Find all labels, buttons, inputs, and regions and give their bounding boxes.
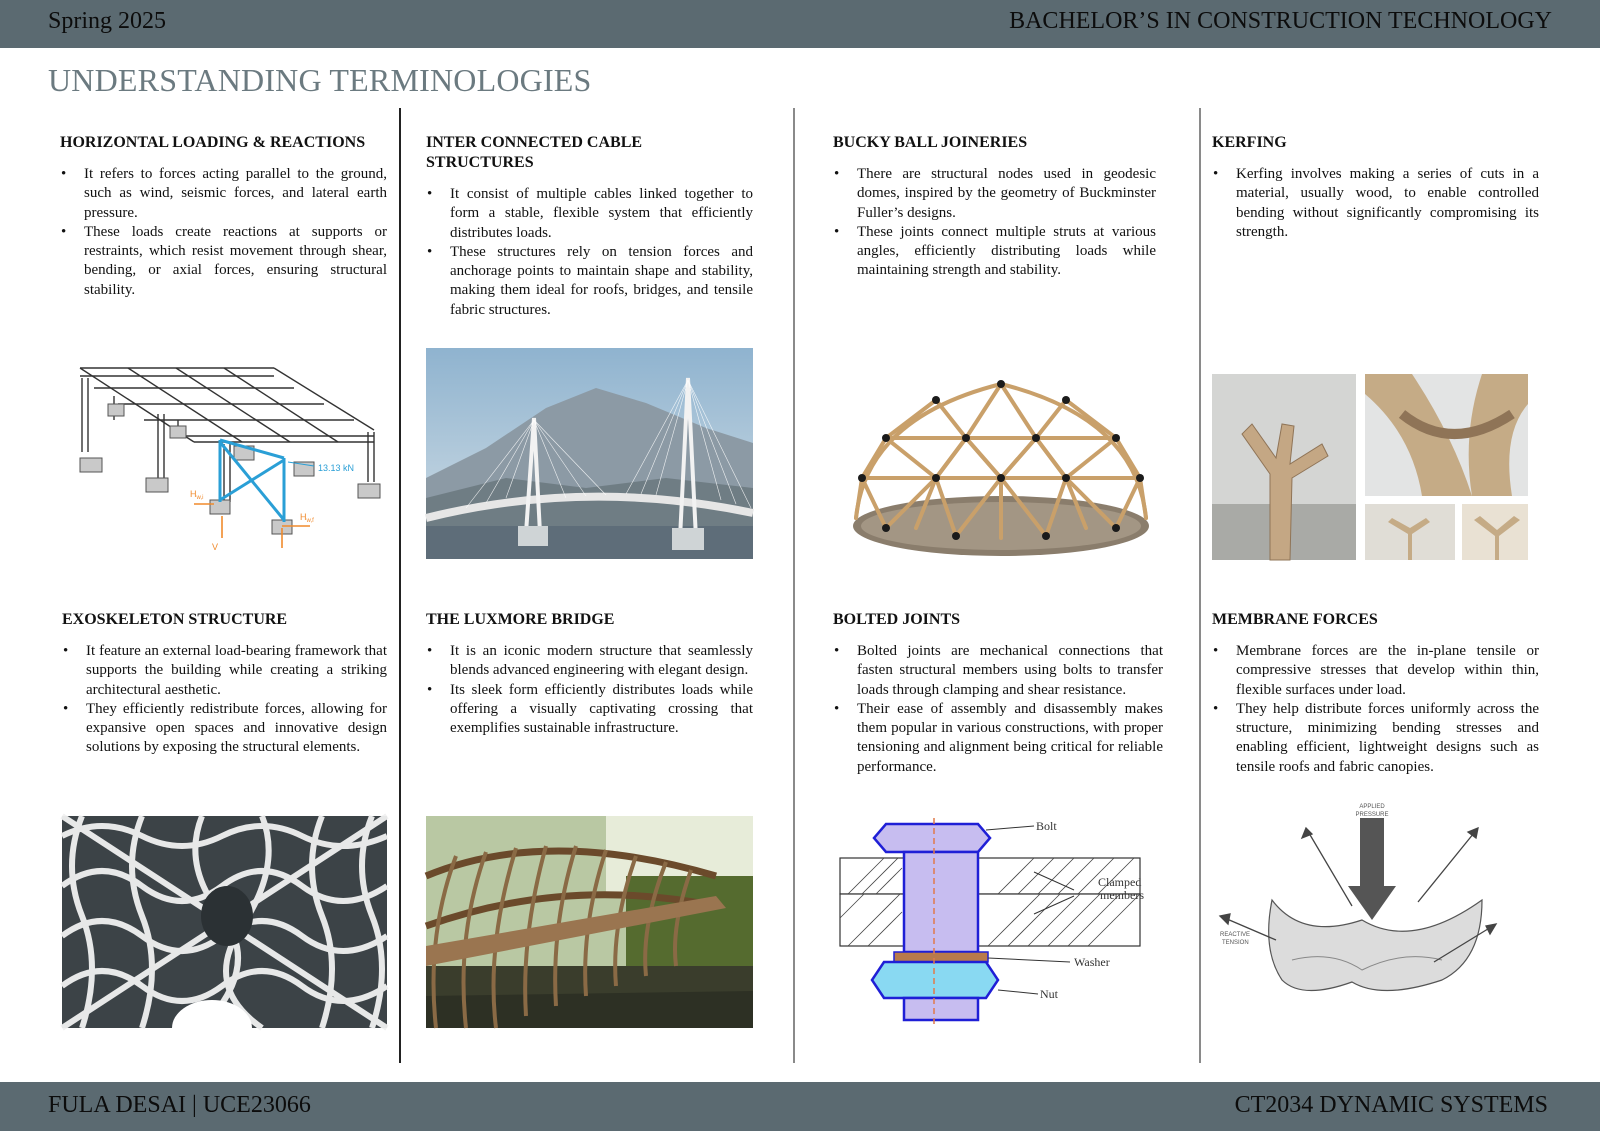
bullet-item: • Its sleek form efficiently distributes loads while offering a visually captivating crossing that exemplifies sustainable infrastructure. [426,681,753,739]
cable-bridge-photo [426,348,753,559]
reaction-h-subscript: w,i [196,495,204,501]
bullet-item: • They help distribute forces uniformly across the structure, minimizing bending stresses and enabling efficient, lightweight designs such as tensile roofs and fabric canopies. [1212,700,1539,777]
section-kerfing [1212,133,1539,242]
section-bolted-joints [833,610,1163,777]
section-title: HORIZONTAL LOADING & REACTIONS [60,134,366,151]
bullet-list [833,165,1156,281]
bullet-list [1212,642,1539,777]
section-membrane-forces [1212,610,1539,777]
svg-text:Hw,f [300,512,314,524]
svg-text:Hw,i [190,489,204,501]
section-luxmore-bridge [426,610,753,738]
column-divider-1 [399,108,401,1063]
section-title: BUCKY BALL JOINERIES [833,134,1028,151]
force-label: 13.13 kN [318,463,355,473]
course-label: CT2034 DYNAMIC SYSTEMS [1234,1092,1548,1118]
bullet-list [426,642,753,738]
tension-label-1: REACTIVE [1220,932,1251,938]
luxmore-bridge-photo [426,816,753,1028]
bullet-item: • These structures rely on tension forces and anchorage points to maintain shape and stability, making them ideal for roofs, bridges, and tensile fabric structures. [426,243,753,320]
bullet-item: • These joints connect multiple struts at various angles, efficiently distributing loads while maintaining strength and stability. [833,223,1156,281]
nut-label: Nut [1040,987,1058,1001]
page-title: UNDERSTANDING TERMINOLOGIES [48,62,592,98]
bullet-item: • These loads create reactions at supports or restraints, which resist movement through shear, bending, or axial forces, ensuring structural stability. [60,223,387,300]
members-label: members [1100,888,1144,902]
section-horizontal-loading [60,133,387,300]
geodesic-dome-photo [846,378,1156,560]
bullet-item: • It consist of multiple cables linked together to form a stable, flexible system that efficiently distributes loads. [426,185,753,243]
membrane-forces-diagram [1212,804,1536,1010]
bullet-list [60,165,387,300]
bullet-item: • It feature an external load-bearing framework that supports the building while creating a striking architectural aesthetic. [62,642,387,700]
footer-bar [0,1082,1600,1131]
bolted-joint-diagram [838,818,1164,1028]
section-title: KERFING [1212,134,1287,151]
bullet-list [62,642,387,758]
section-cable-structures [426,133,753,320]
pressure-label-1: APPLIED [1359,804,1385,810]
bullet-list [833,642,1163,777]
bullet-list [426,185,753,320]
section-title: MEMBRANE FORCES [1212,611,1378,628]
bullet-list [1212,165,1539,242]
reaction-h-subscript: w,f [306,518,314,524]
bullet-item: • It refers to forces acting parallel to the ground, such as wind, seismic forces, and lateral earth pressure. [60,165,387,223]
section-exoskeleton [62,610,387,758]
section-title: EXOSKELETON STRUCTURE [62,611,288,628]
tension-label-2: TENSION [1222,940,1249,946]
bullet-item: • Kerfing involves making a series of cuts in a material, usually wood, to enable controlled bending without significantly compromising its strength. [1212,165,1539,242]
section-title: INTER CONNECTED CABLE STRUCTURES [426,134,643,171]
reaction-v-label: V [212,542,219,552]
bullet-item: • It is an iconic modern structure that seamlessly blends advanced engineering with elegant design. [426,642,753,681]
semester-label: Spring 2025 [48,8,167,34]
clamped-label: Clamped [1098,875,1142,889]
author-label: FULA DESAI | UCE23066 [48,1092,311,1118]
bullet-item: • They efficiently redistribute forces, allowing for expansive open spaces and innovative design solutions by exposing the structural elements. [62,700,387,758]
program-title: BACHELOR’S IN CONSTRUCTION TECHNOLOGY [1009,8,1552,34]
bullet-item: • Their ease of assembly and disassembly makes them popular in various constructions, with proper tensioning and alignment being critical for reliable performance. [833,700,1163,777]
reaction-h-label: H [190,489,197,499]
section-bucky-ball [833,133,1156,281]
washer-label: Washer [1074,955,1110,969]
pressure-label-2: PRESSURE [1355,812,1389,818]
kerfing-photo-collage [1212,374,1536,560]
exoskeleton-facade-photo [62,816,387,1028]
reaction-h-label: H [300,512,307,522]
frame-structure-diagram [74,362,390,552]
header-bar [0,0,1600,48]
section-title: THE LUXMORE BRIDGE [426,611,615,628]
bullet-item: • Bolted joints are mechanical connections that fasten structural members using bolts to transfer loads through clamping and shear resistance. [833,642,1163,700]
section-title: BOLTED JOINTS [833,611,961,628]
bolt-label: Bolt [1036,819,1057,833]
column-divider-3 [1199,108,1201,1063]
column-divider-2 [793,108,795,1063]
bullet-item: • Membrane forces are the in-plane tensile or compressive stresses that develop within thin, flexible surfaces under load. [1212,642,1539,700]
bullet-item: • There are structural nodes used in geodesic domes, inspired by the geometry of Buckminster Fuller’s designs. [833,165,1156,223]
